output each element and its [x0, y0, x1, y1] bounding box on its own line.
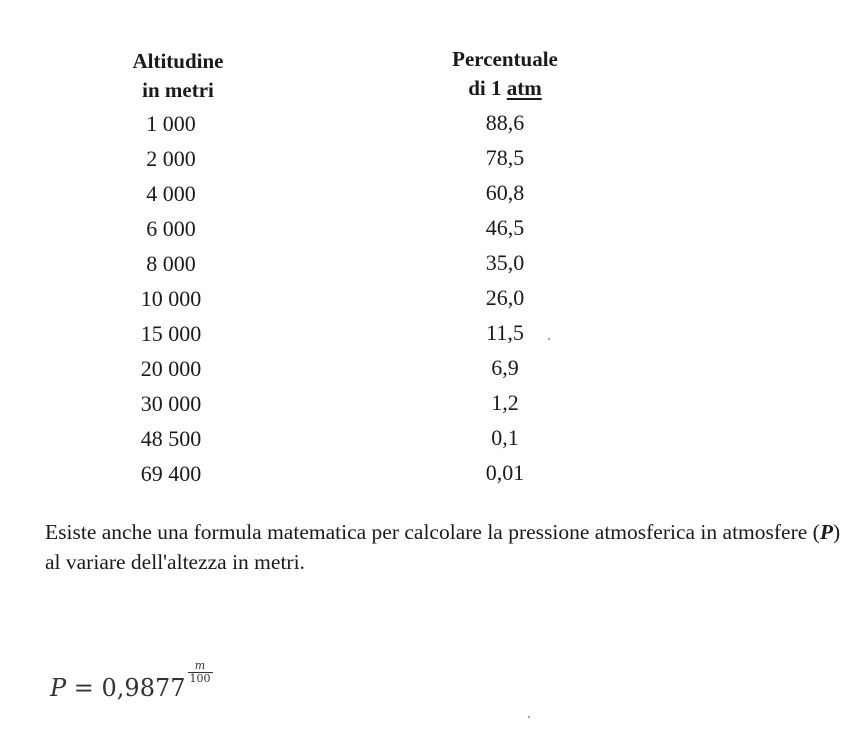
- pressure-formula: [50, 660, 213, 702]
- percent-column-header: [430, 45, 580, 103]
- percent-header-prefix: di 1: [468, 76, 502, 100]
- percent-cell: 88,6: [485, 110, 525, 135]
- altitude-cell: 1 000: [146, 111, 196, 136]
- percent-column: [440, 105, 570, 490]
- percent-cell: 0,1: [491, 425, 519, 450]
- altitude-cell: 30 000: [140, 391, 202, 416]
- percent-cell: 26,0: [485, 285, 525, 310]
- paragraph-variable: P: [819, 520, 833, 544]
- formula-lhs: P: [50, 674, 67, 702]
- percent-header-line-1: Percentuale: [452, 47, 558, 71]
- formula-equals: =: [66, 674, 102, 702]
- altitude-header-line-1: Altitudine: [132, 49, 224, 73]
- paragraph-text-2: ) al variare dell'altezza in metri.: [45, 520, 841, 574]
- exponent-denominator: 100: [189, 672, 211, 685]
- percent-cell: 0,01: [485, 460, 525, 485]
- percent-cell: 78,5: [485, 145, 525, 170]
- altitude-cell: 6 000: [146, 216, 196, 241]
- exponent-numerator: m: [194, 659, 206, 672]
- altitude-cell: 2 000: [146, 146, 196, 171]
- altitude-cell: 48 500: [140, 426, 202, 451]
- percent-cell: 35,0: [485, 250, 525, 275]
- altitude-column: [100, 106, 242, 491]
- formula-exponent: [188, 660, 213, 685]
- paragraph-text-1: Esiste anche una formula matematica per calcolare la pressione atmosferica in atmosfere (: [45, 520, 820, 544]
- altitude-cell: 69 400: [140, 461, 202, 486]
- percent-cell: 11,5: [486, 320, 524, 345]
- altitude-cell: 8 000: [146, 251, 196, 276]
- percent-header-unit: atm: [506, 76, 542, 100]
- formula-intro-paragraph: [45, 517, 845, 577]
- percent-cell: 46,5: [485, 215, 525, 240]
- scan-speck: [528, 716, 530, 718]
- altitude-cell: 15 000: [140, 321, 202, 346]
- percent-header-line-2: [430, 74, 580, 103]
- formula-base: 0,9877: [101, 674, 186, 702]
- percent-cell: 1,2: [491, 390, 519, 415]
- altitude-column-header: [108, 47, 248, 105]
- altitude-cell: 4 000: [146, 181, 196, 206]
- altitude-cell: 20 000: [140, 356, 202, 381]
- percent-cell: 60,8: [485, 180, 525, 205]
- altitude-header-line-2: in metri: [142, 78, 214, 102]
- altitude-cell: 10 000: [140, 286, 202, 311]
- scan-speck: [548, 338, 550, 340]
- percent-cell: 6,9: [491, 355, 519, 380]
